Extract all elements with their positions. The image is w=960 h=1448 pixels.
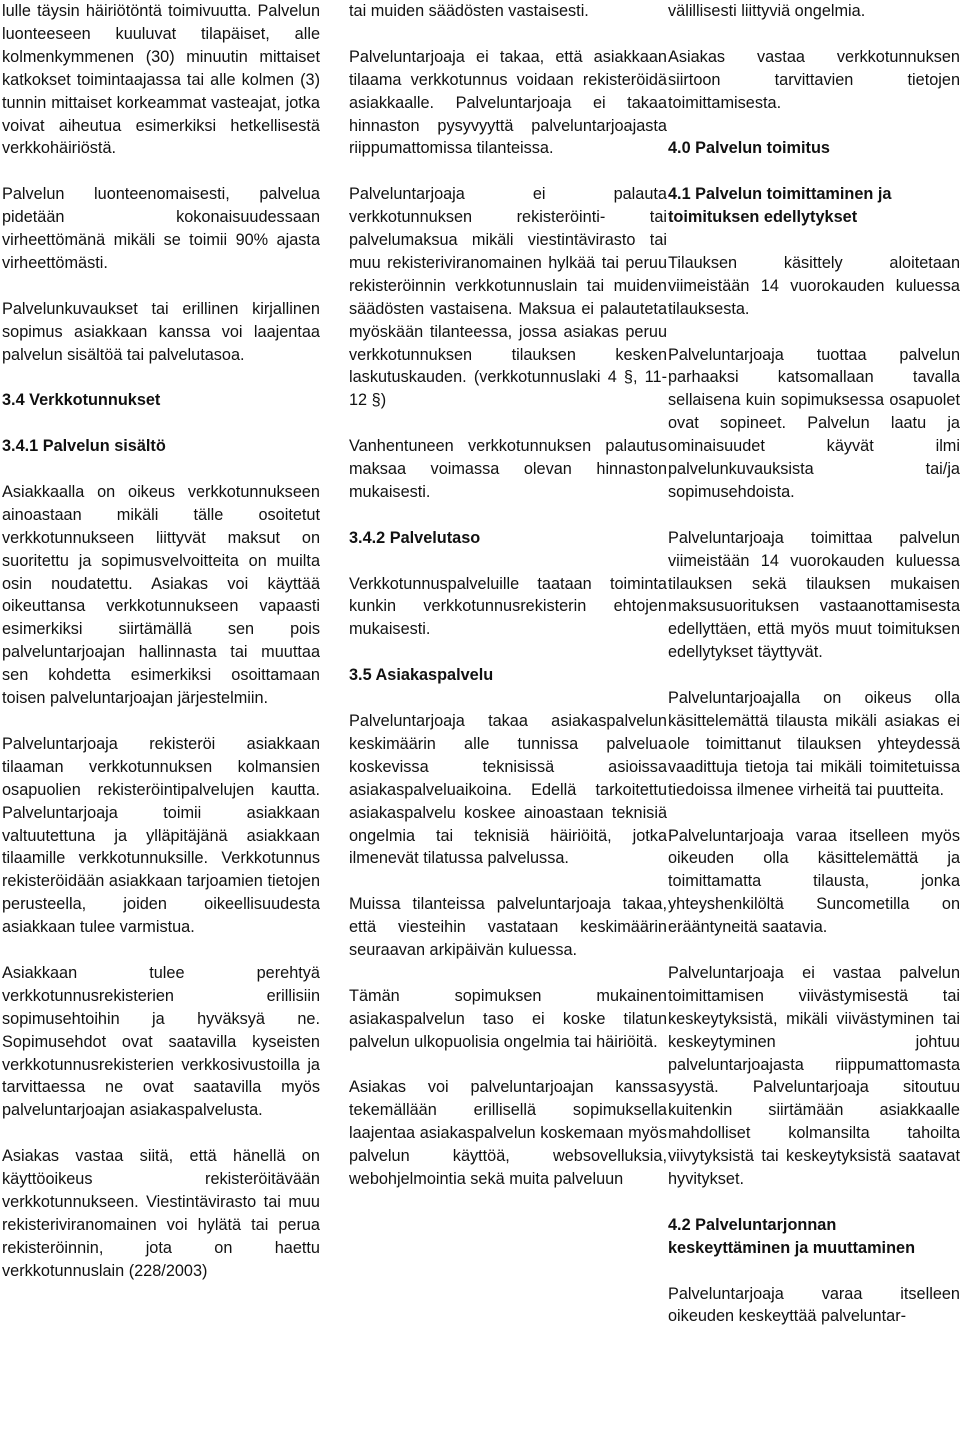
paragraph: Tilauksen käsittely aloitetaan viimeistään 14 vuorokauden kuluessa tilauksesta. <box>668 253 960 318</box>
paragraph: Muissa tilanteissa palveluntarjoaja takaa, että viesteihin vastataan keskimäärin seuraavan arkipäivän kuluessa. <box>349 895 667 960</box>
paragraph: Palveluntarjoaja rekisteröi asiakkaan tilaaman verkkotunnuksen kolmansien osapuolien rekisteröintipalvelujen kautta. Palveluntarjoaja toimii asiakkaan valtuutettuna ja ylläpitäjänä asiakkaan tilaamille verkkotunnuksille. Verkkotunnus rekisteröidään asiakkaan tarjoamien tietojen perusteella, joiden oikeellisuudesta asiakkaan tulee varmistua. <box>2 734 320 937</box>
paragraph: Palveluntarjoaja ei takaa, että asiakkaan tilaama verkkotunnus voidaan rekisteröidä asiakkaalle. Palveluntarjoaja ei takaa hinnaston pysyvyyttä palveluntarjoajasta riippumattomissa tilanteissa. <box>349 47 667 158</box>
text-column-3 <box>668 0 960 1328</box>
section-heading: 3.5 Asiakaspalvelu <box>349 666 494 685</box>
subsection-heading: 3.4.1 Palvelun sisältö <box>2 437 166 456</box>
paragraph: Palveluntarjoajalla on oikeus olla käsittelemättä tilausta mikäli asiakas ei ole toimittanut tilauksen yhteydessä vaadittuja tietoja tai mikäli toimitetuissa tiedoissa ilmenee virheitä tai puutteita. <box>668 689 960 799</box>
paragraph: Palveluntarjoaja toimittaa palvelun viimeistään 14 vuorokauden kuluessa tilauksen sekä tilauksen mukaisen maksusuorituksen vastaanottamisesta edellyttäen, että myös muut toimituksen edellytykset täyttyvät. <box>668 528 960 662</box>
subsection-heading: 3.4.2 Palvelutaso <box>349 528 481 547</box>
paragraph: Palveluntarjoaja ei palauta verkkotunnuksen rekisteröinti- tai palvelumaksua mikäli viestintävirasto tai muu rekisteriviranomainen hylkää tai peruu rekisteröinnin verkkotunnuslain tai muiden säädösten vastaisena. Maksua ei palauteta myöskään tilanteessa, jossa asiakas peruu verkkotunnuksen tilauksen kesken laskutuskauden. (verkkotunnuslaki 4 §, 11-12 §) <box>349 185 667 410</box>
paragraph: Tämän sopimuksen mukainen asiakaspalvelun taso ei koske tilatun palvelun ulkopuolisia ongelmia tai häiriöitä. <box>349 986 667 1051</box>
paragraph: Verkkotunnuspalveluille taataan toiminta kunkin verkkotunnusrekisterin ehtojen mukaisesti. <box>349 574 667 639</box>
paragraph: Asiakas voi palveluntarjoajan kanssa tekemällään erillisellä sopimuksella laajentaa asiakaspalvelun koskemaan myös palvelun käyttöä, websovelluksia, webohjelmointia sekä muita palveluun <box>349 1078 667 1189</box>
text-column-1 <box>2 0 320 1283</box>
paragraph: Palveluntarjoaja varaa itselleen myös oikeuden olla käsittelemättä ja toimittamatta tilausta, jonka yhteyshenkilöltä Suncometilla on erääntyneitä saatavia. <box>668 826 960 937</box>
section-heading: 4.0 Palvelun toimitus <box>668 139 830 158</box>
paragraph: Asiakkaalla on oikeus verkkotunnukseen ainoastaan mikäli tälle osoitetut verkkotunnukseen liittyvät maksut on suoritettu ja sopimusvelvoitteita on muilta osin noudatettu. Asiakas voi käyttää oikeuttansa verkkotunnukseen vapaasti esimerkiksi siirtämällä sen pois palveluntarjoajan hallinnasta tai muuttaa sen kohdetta esimerkiksi osoittamaan toisen palveluntarjoajan järjestelmiin. <box>2 482 320 708</box>
paragraph: Asiakas vastaa siitä, että hänellä on käyttöoikeus rekisteröitävään verkkotunnukseen. Viestintävirasto tai muu rekisteriviranomainen voi hylätä tai perua rekisteröinnin, jota on haettu verkkotunnuslain (228/2003) <box>2 1147 320 1280</box>
paragraph: Palveluntarjoaja tuottaa palvelun parhaaksi katsomallaan tavalla sellaisena kuin sopimuksessa osapuolet ovat sopineet. Palvelun laatu ja ominaisuudet käyvät ilmi palvelunkuvauksista tai/ja sopimusehdoista. <box>668 345 960 501</box>
section-heading: 3.4 Verkkotunnukset <box>2 391 161 410</box>
subsection-heading: 4.1 Palvelun toimittaminen ja toimituksen edellytykset <box>668 185 892 227</box>
paragraph: Vanhentuneen verkkotunnuksen palautus maksaa voimassa olevan hinnaston mukaisesti. <box>349 437 667 501</box>
paragraph: Palveluntarjoaja ei vastaa palvelun toimittamisen viivästymisestä tai keskeytyksistä, mikäli viivästyminen tai keskeytyminen johtuu palveluntarjoajasta riippumattomasta syystä. Palveluntarjoaja sitoutuu kuitenkin siirtämään asiakkaalle mahdolliset kolmansilta tahoilta viivytyksistä tai keskeytyksistä saatavat hyvitykset. <box>668 963 960 1189</box>
paragraph: Palveluntarjoaja takaa asiakaspalvelun keskimäärin alle tunnissa palvelua koskevissa teknisissä asioissa asiakaspalveluaikoina. Edellä tarkoitettu asiakaspalvelu koskee ainoastaan teknisiä ongelmia tai teknisiä häiriöitä, jotka ilmenevät tilatussa palvelussa. <box>349 711 667 868</box>
text-column-2 <box>349 0 667 1191</box>
paragraph: lulle täysin häiriötöntä toimivuutta. Palvelun luonteeseen kuuluvat tilapäiset, alle kolmenkymmenen (30) minuutin mittaiset katkokset toimintaajassa tai alle kolmen (3) tunnin mittaiset korkeammat vasteajat, jotka voivat aiheutua esimerkiksi hetkellisestä verkkohäiriöstä. <box>2 2 320 158</box>
paragraph: Asiakas vastaa verkkotunnuksen siirtoon tarvittavien tietojen toimittamisesta. <box>668 47 960 112</box>
subsection-heading: 4.2 Palveluntarjonnan keskeyttäminen ja muuttaminen <box>668 1215 916 1257</box>
paragraph: Palvelunkuvaukset tai erillinen kirjallinen sopimus asiakkaan kanssa voi laajentaa palvelun sisältöä tai palvelutasoa. <box>2 299 320 364</box>
paragraph: Palvelun luonteenomaisesti, palvelua pidetään kokonaisuudessaan virheettömänä mikäli se toimii 90% ajasta virheettömästi. <box>2 185 320 272</box>
paragraph: välillisesti liittyviä ongelmia. <box>668 2 866 20</box>
paragraph: tai muiden säädösten vastaisesti. <box>349 2 589 20</box>
paragraph: Asiakkaan tulee perehtyä verkkotunnusrekisterien erillisiin sopimusehtoihin ja hyväksyä ne. Sopimusehdot ovat saatavilla kyseisten verkkotunnusrekisterien verkkosivustoilla ja tarvittaessa ne ovat saatavilla myös palveluntarjoajan asiakaspalvelusta. <box>2 963 320 1120</box>
paragraph: Palveluntarjoaja varaa itselleen oikeuden keskeyttää palveluntar- <box>668 1284 960 1326</box>
